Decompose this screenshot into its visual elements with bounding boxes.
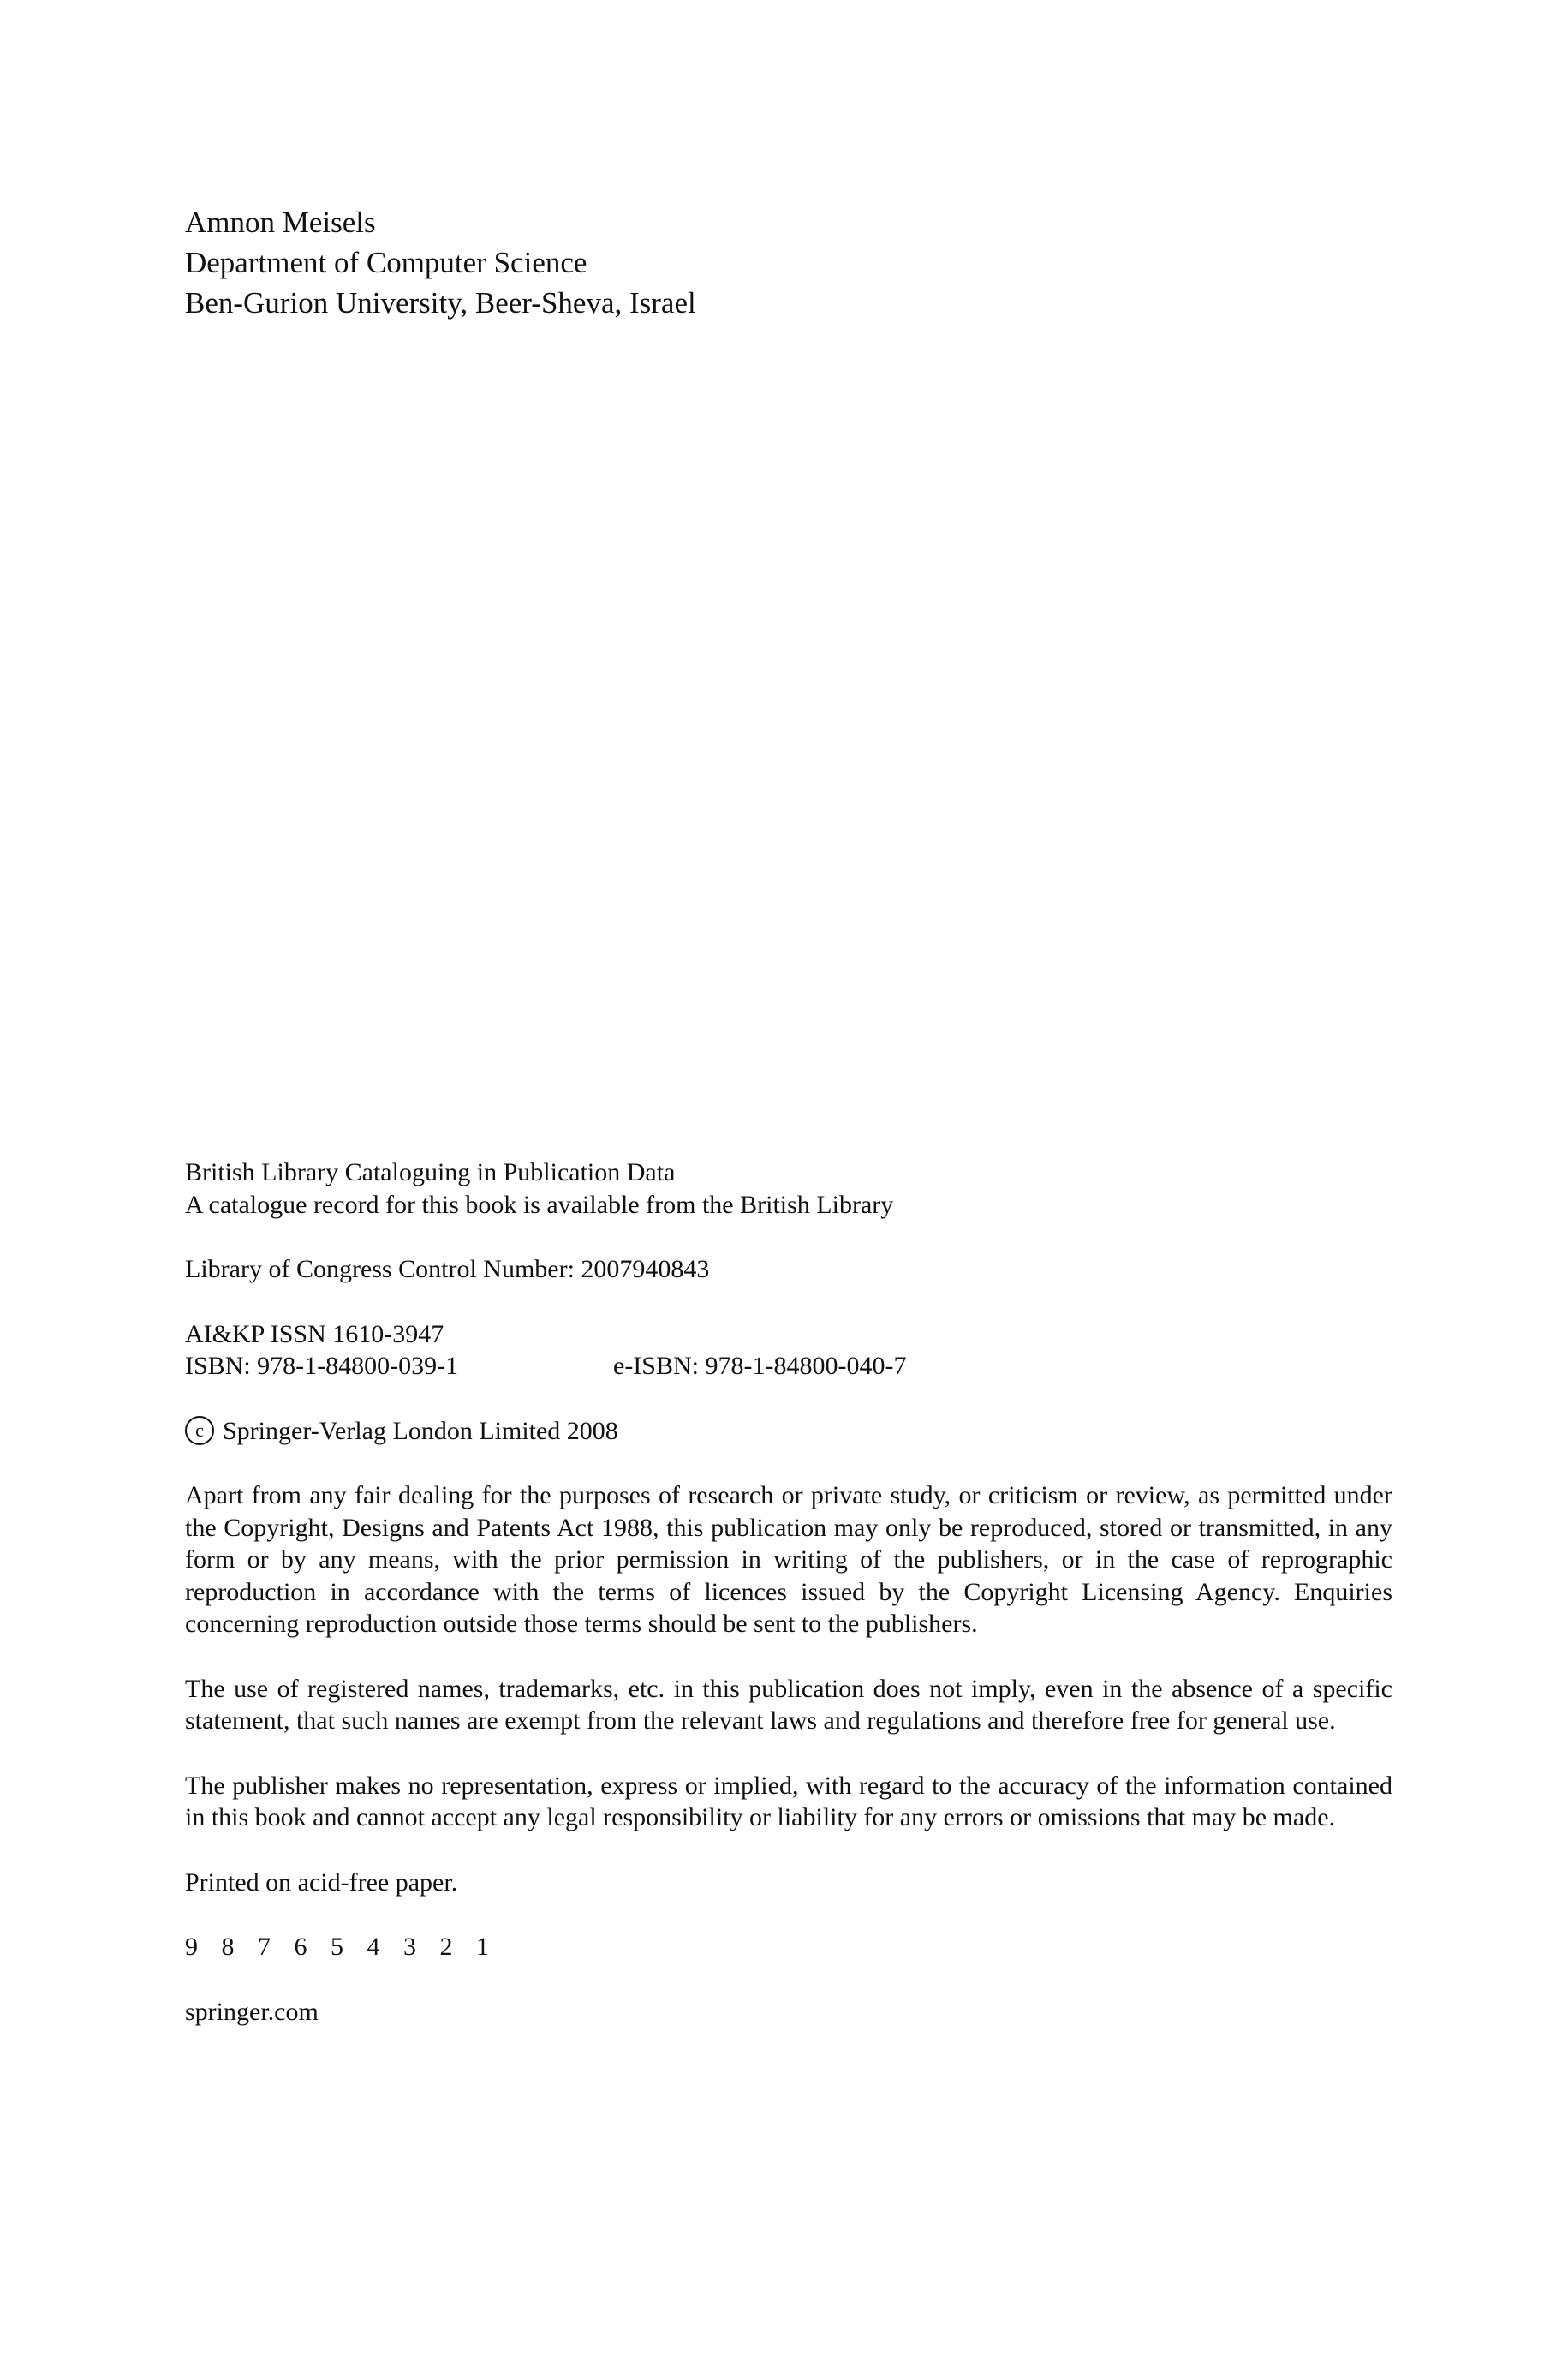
copyright-icon: c	[185, 1416, 214, 1445]
cataloguing-heading: British Library Cataloguing in Publication Data	[185, 1158, 676, 1186]
author-affiliation: Ben-Gurion University, Beer-Sheva, Israel	[185, 286, 696, 320]
isbn: ISBN: 978-1-84800-039-1	[185, 1352, 459, 1380]
fair-dealing-paragraph: Apart from any fair dealing for the purposes of research or private study, or criticism or review, as permitted under the Copyright, Designs and Patents Act 1988, this publication may only be reproduced, stored or transmitted, in any form or by any means, with the prior permission in writing of the publishers, or in the case of reprographic reproduction in accordance with the terms of licences issued by the Copyright Licensing Agency. Enquiries concerning reproduction outside those terms should be sent to the publishers.	[185, 1481, 1392, 1638]
author-name: Amnon Meisels	[185, 206, 376, 239]
author-department: Department of Computer Science	[185, 246, 587, 279]
author-block	[185, 202, 696, 323]
trademarks-paragraph: The use of registered names, trademarks, etc. in this publication does not imply, even in the absence of a specific statement, that such names are exempt from the relevant laws and regulations and therefore free for general use.	[185, 1674, 1392, 1735]
imprint-block	[185, 1156, 1392, 2028]
copyright-holder: Springer-Verlag London Limited 2008	[223, 1416, 618, 1445]
isbn-row	[185, 1350, 1392, 1383]
liability-paragraph: The publisher makes no representation, express or implied, with regard to the accuracy of the information contained in this book and cannot accept any legal responsibility or liability for any errors or omissions that may be made.	[185, 1771, 1392, 1831]
e-isbn: e-ISBN: 978-1-84800-040-7	[613, 1352, 907, 1380]
cataloguing-record: A catalogue record for this book is available from the British Library	[185, 1190, 894, 1219]
copyright-line	[185, 1415, 1392, 1448]
loc-control-number: Library of Congress Control Number: 2007940843	[185, 1255, 710, 1283]
series-issn: AI&KP ISSN 1610-3947	[185, 1319, 444, 1348]
printing-number-line: 9 8 7 6 5 4 3 2 1	[185, 1933, 498, 1961]
publisher-website: springer.com	[185, 1997, 319, 2026]
paper-note: Printed on acid-free paper.	[185, 1867, 458, 1897]
